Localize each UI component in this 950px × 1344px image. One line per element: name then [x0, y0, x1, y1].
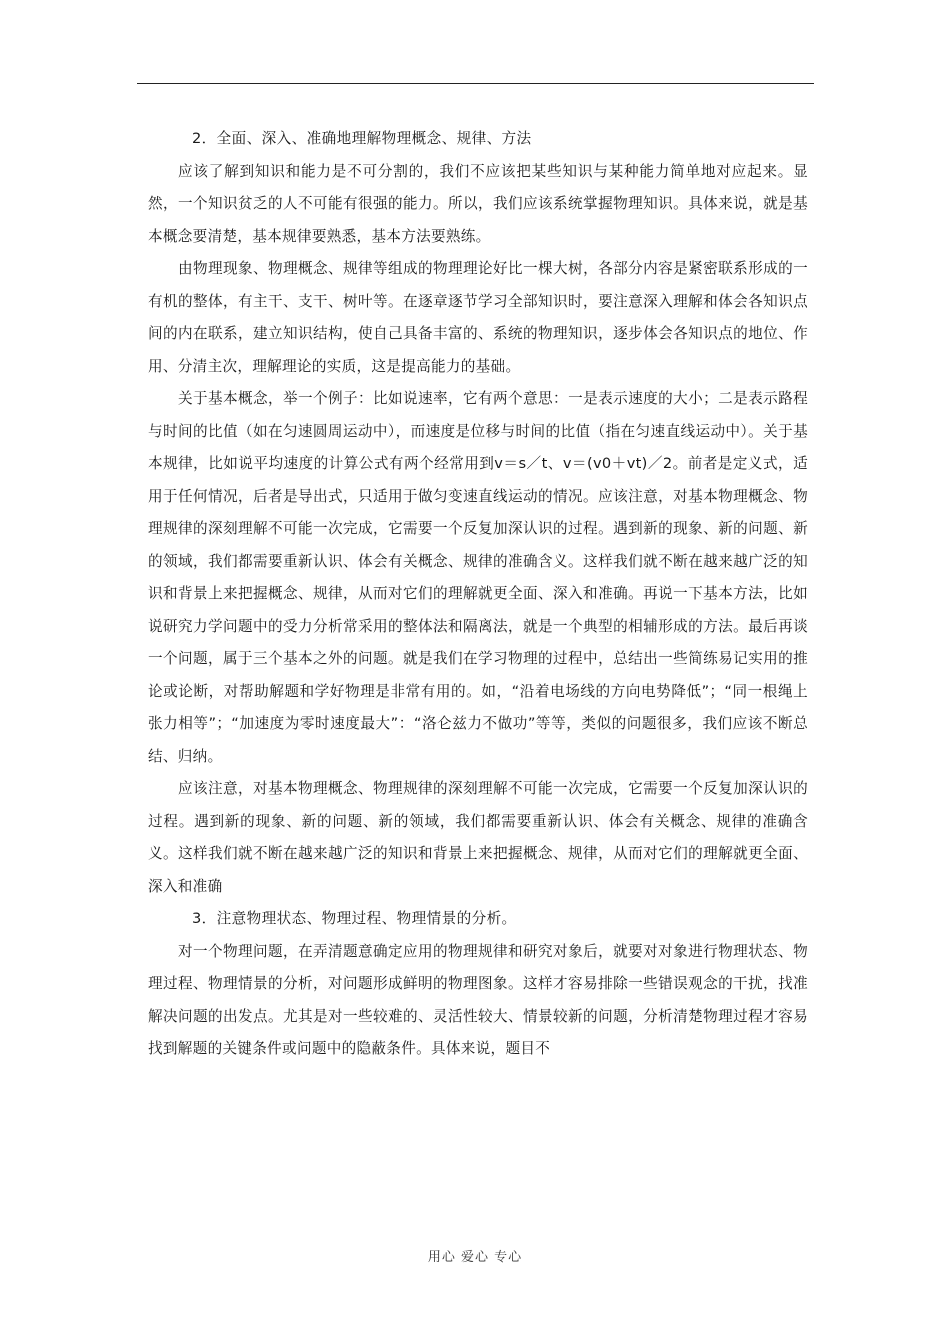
paragraph-deep-understanding: 应该注意，对基本物理概念、物理规律的深刻理解不可能一次完成，它需要一个反复加深认识的过程。遇到新的现象、新的问题、新的领域，我们都需要重新认识、体会有关概念、规律的准确含义。这样我们就不断在越来越广泛的知识和背景上来把握概念、规律，从而对它们的理解就更全面、深入和准确	[148, 780, 808, 895]
document-body	[148, 123, 808, 1066]
section-heading-2: 2．全面、深入、准确地理解物理概念、规律、方法	[192, 130, 532, 147]
header-rule	[137, 83, 814, 84]
page-footer: 用心 爱心 专心	[427, 1250, 523, 1265]
paragraph-process-analysis: 对一个物理问题，在弄清题意确定应用的物理规律和研究对象后，就要对对象进行物理状态、物理过程、物理情景的分析，对问题形成鲜明的物理图象。这样才容易排除一些错误观念的干扰，找准解决问题的出发点。尤其是对一些较难的、灵活性较大、情景较新的问题，分析清楚物理过程才容易找到解题的关键条件或问题中的隐蔽条件。具体来说，题目不	[148, 942, 808, 1057]
paragraph-knowledge-ability: 应该了解到知识和能力是不可分割的，我们不应该把某些知识与某种能力简单地对应起来。显然，一个知识贫乏的人不可能有很强的能力。所以，我们应该系统掌握物理知识。具体来说，就是基本概念要清楚，基本规律要熟悉，基本方法要熟练。	[148, 162, 808, 245]
paragraph-basic-concepts: 关于基本概念，举一个例子：比如说速率，它有两个意思：一是表示速度的大小；二是表示路程与时间的比值（如在匀速圆周运动中），而速度是位移与时间的比值（指在匀速直线运动中）。关于基本规律，比如说平均速度的计算公式有两个经常用到v＝s／t、v＝(v0＋vt)／2。前者是定义式，适用于任何情况，后者是导出式，只适用于做匀变速直线运动的情况。应该注意，对基本物理概念、物理规律的深刻理解不可能一次完成，它需要一个反复加深认识的过程。遇到新的现象、新的问题、新的领域，我们都需要重新认识、体会有关概念、规律的准确含义。这样我们就不断在越来越广泛的知识和背景上来把握概念、规律，从而对它们的理解就更全面、深入和准确。再说一下基本方法，比如说研究力学问题中的受力分析常采用的整体法和隔离法，就是一个典型的相辅形成的方法。最后再谈一个问题，属于三个基本之外的问题。就是我们在学习物理的过程中，总结出一些简练易记实用的推论或论断，对帮助解题和学好物理是非常有用的。如，“沿着电场线的方向电势降低”；“同一根绳上张力相等”；“加速度为零时速度最大”：“洛仑兹力不做功”等等，类似的问题很多，我们应该不断总结、归纳。	[148, 390, 808, 765]
section-heading-3: 3．注意物理状态、物理过程、物理情景的分析。	[192, 910, 517, 927]
paragraph-knowledge-tree: 由物理现象、物理概念、规律等组成的物理理论好比一棵大树，各部分内容是紧密联系形成的一有机的整体，有主干、支干、树叶等。在逐章逐节学习全部知识时，要注意深入理解和体会各知识点间的内在联系，建立知识结构，使自己具备丰富的、系统的物理知识，逐步体会各知识点的地位、作用、分清主次，理解理论的实质，这是提高能力的基础。	[148, 260, 808, 375]
